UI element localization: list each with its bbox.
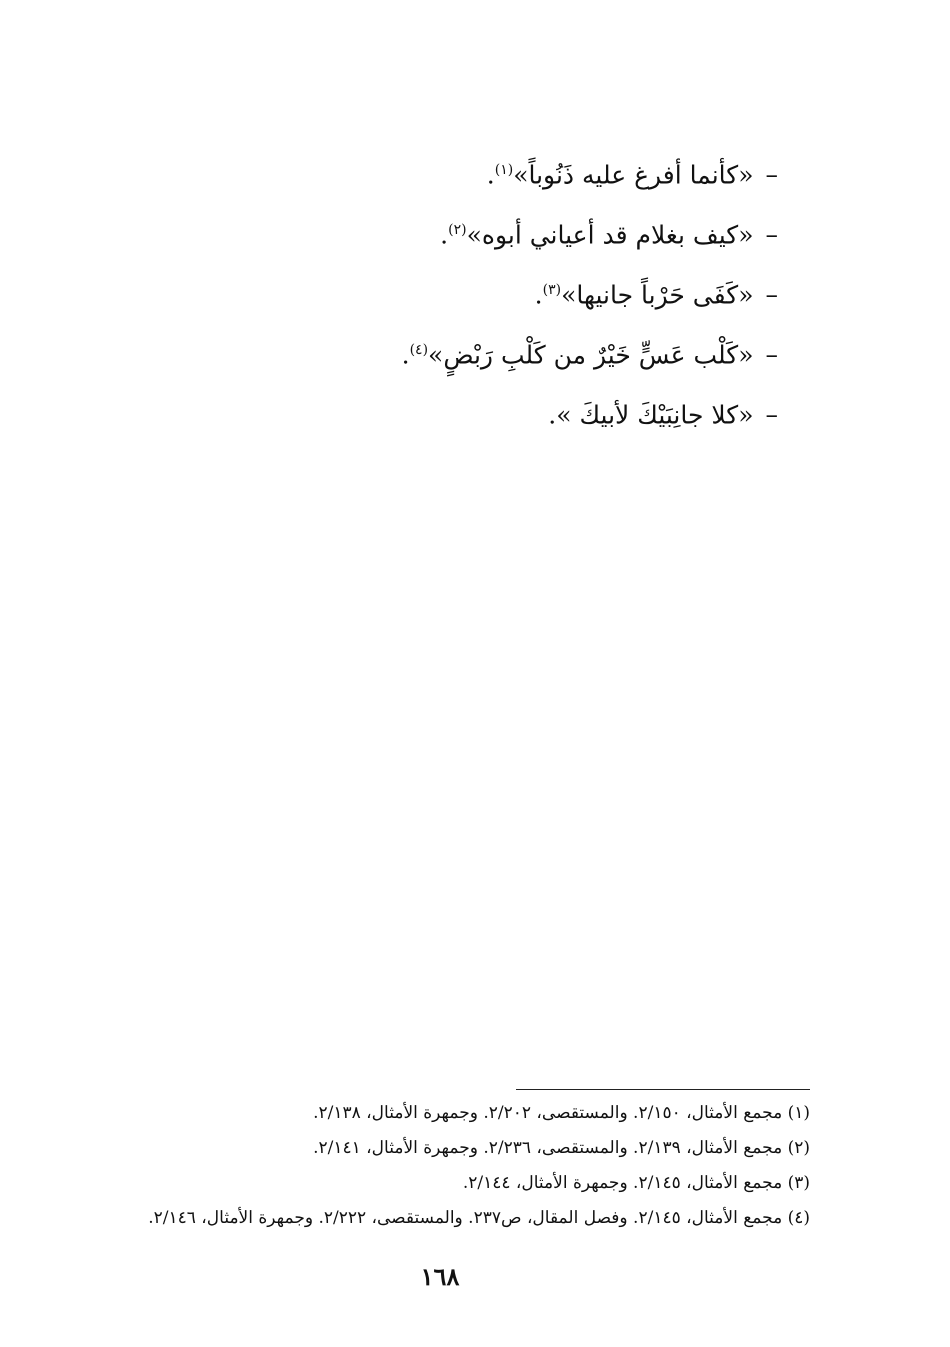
proverb-period: .: [440, 220, 449, 250]
footnote-reference: (١): [494, 162, 514, 178]
page-number: ١٦٨: [420, 1262, 460, 1291]
footnote-item: (١) مجمع الأمثال، ٢/١٥٠. والمستقصى، ٢/٢٠٢. وجمهرة الأمثال، ٢/١٣٨.: [313, 1103, 810, 1123]
proverb-period: .: [534, 280, 543, 310]
proverb-text: «كأنما أفرغ عليه ذَنُوباً»: [513, 160, 754, 190]
proverb-period: .: [486, 160, 495, 190]
proverb-list: [218, 140, 778, 440]
proverb-dash: –: [765, 160, 778, 190]
footnote-reference: (٤): [409, 342, 429, 358]
footnote-list: [50, 1096, 810, 1236]
proverb-item: [218, 260, 778, 320]
proverb-dash: –: [765, 280, 778, 310]
proverb-dash: –: [765, 400, 778, 430]
proverb-text: «كيف بغلام قد أعياني أبوه»: [466, 220, 754, 250]
proverb-item: [218, 140, 778, 200]
proverb-dash: –: [765, 340, 778, 370]
proverb-dash: –: [765, 220, 778, 250]
footnote-item: (٤) مجمع الأمثال، ٢/١٤٥. وفصل المقال، ص٢٣٧. والمستقصى، ٢/٢٢٢. وجمهرة الأمثال، ٢/١٤٦.: [148, 1208, 810, 1228]
proverb-period: .: [548, 400, 557, 430]
proverb-text: «كلا جانِبَيْكَ لأبيكَ »: [556, 400, 754, 430]
footnote-separator-rule: [516, 1089, 810, 1090]
proverb-text: «كَلْب عَسٍّ خَيْرٌ من كَلْبِ رَبْضٍ»: [428, 340, 754, 370]
proverb-item: [218, 320, 778, 380]
proverb-text: «كَفَى حَرْباً جانيها»: [561, 280, 754, 310]
proverb-period: .: [401, 340, 410, 370]
footnote-item: (٣) مجمع الأمثال، ٢/١٤٥. وجمهرة الأمثال، ٢/١٤٤.: [462, 1173, 810, 1193]
footnote-reference: (٢): [448, 222, 467, 238]
proverb-item: [218, 200, 778, 260]
footnote-reference: (٣): [542, 282, 562, 298]
footnote-item: (٢) مجمع الأمثال، ٢/١٣٩. والمستقصى، ٢/٢٣٦. وجمهرة الأمثال، ٢/١٤١.: [313, 1138, 810, 1158]
proverb-item: [218, 380, 778, 440]
